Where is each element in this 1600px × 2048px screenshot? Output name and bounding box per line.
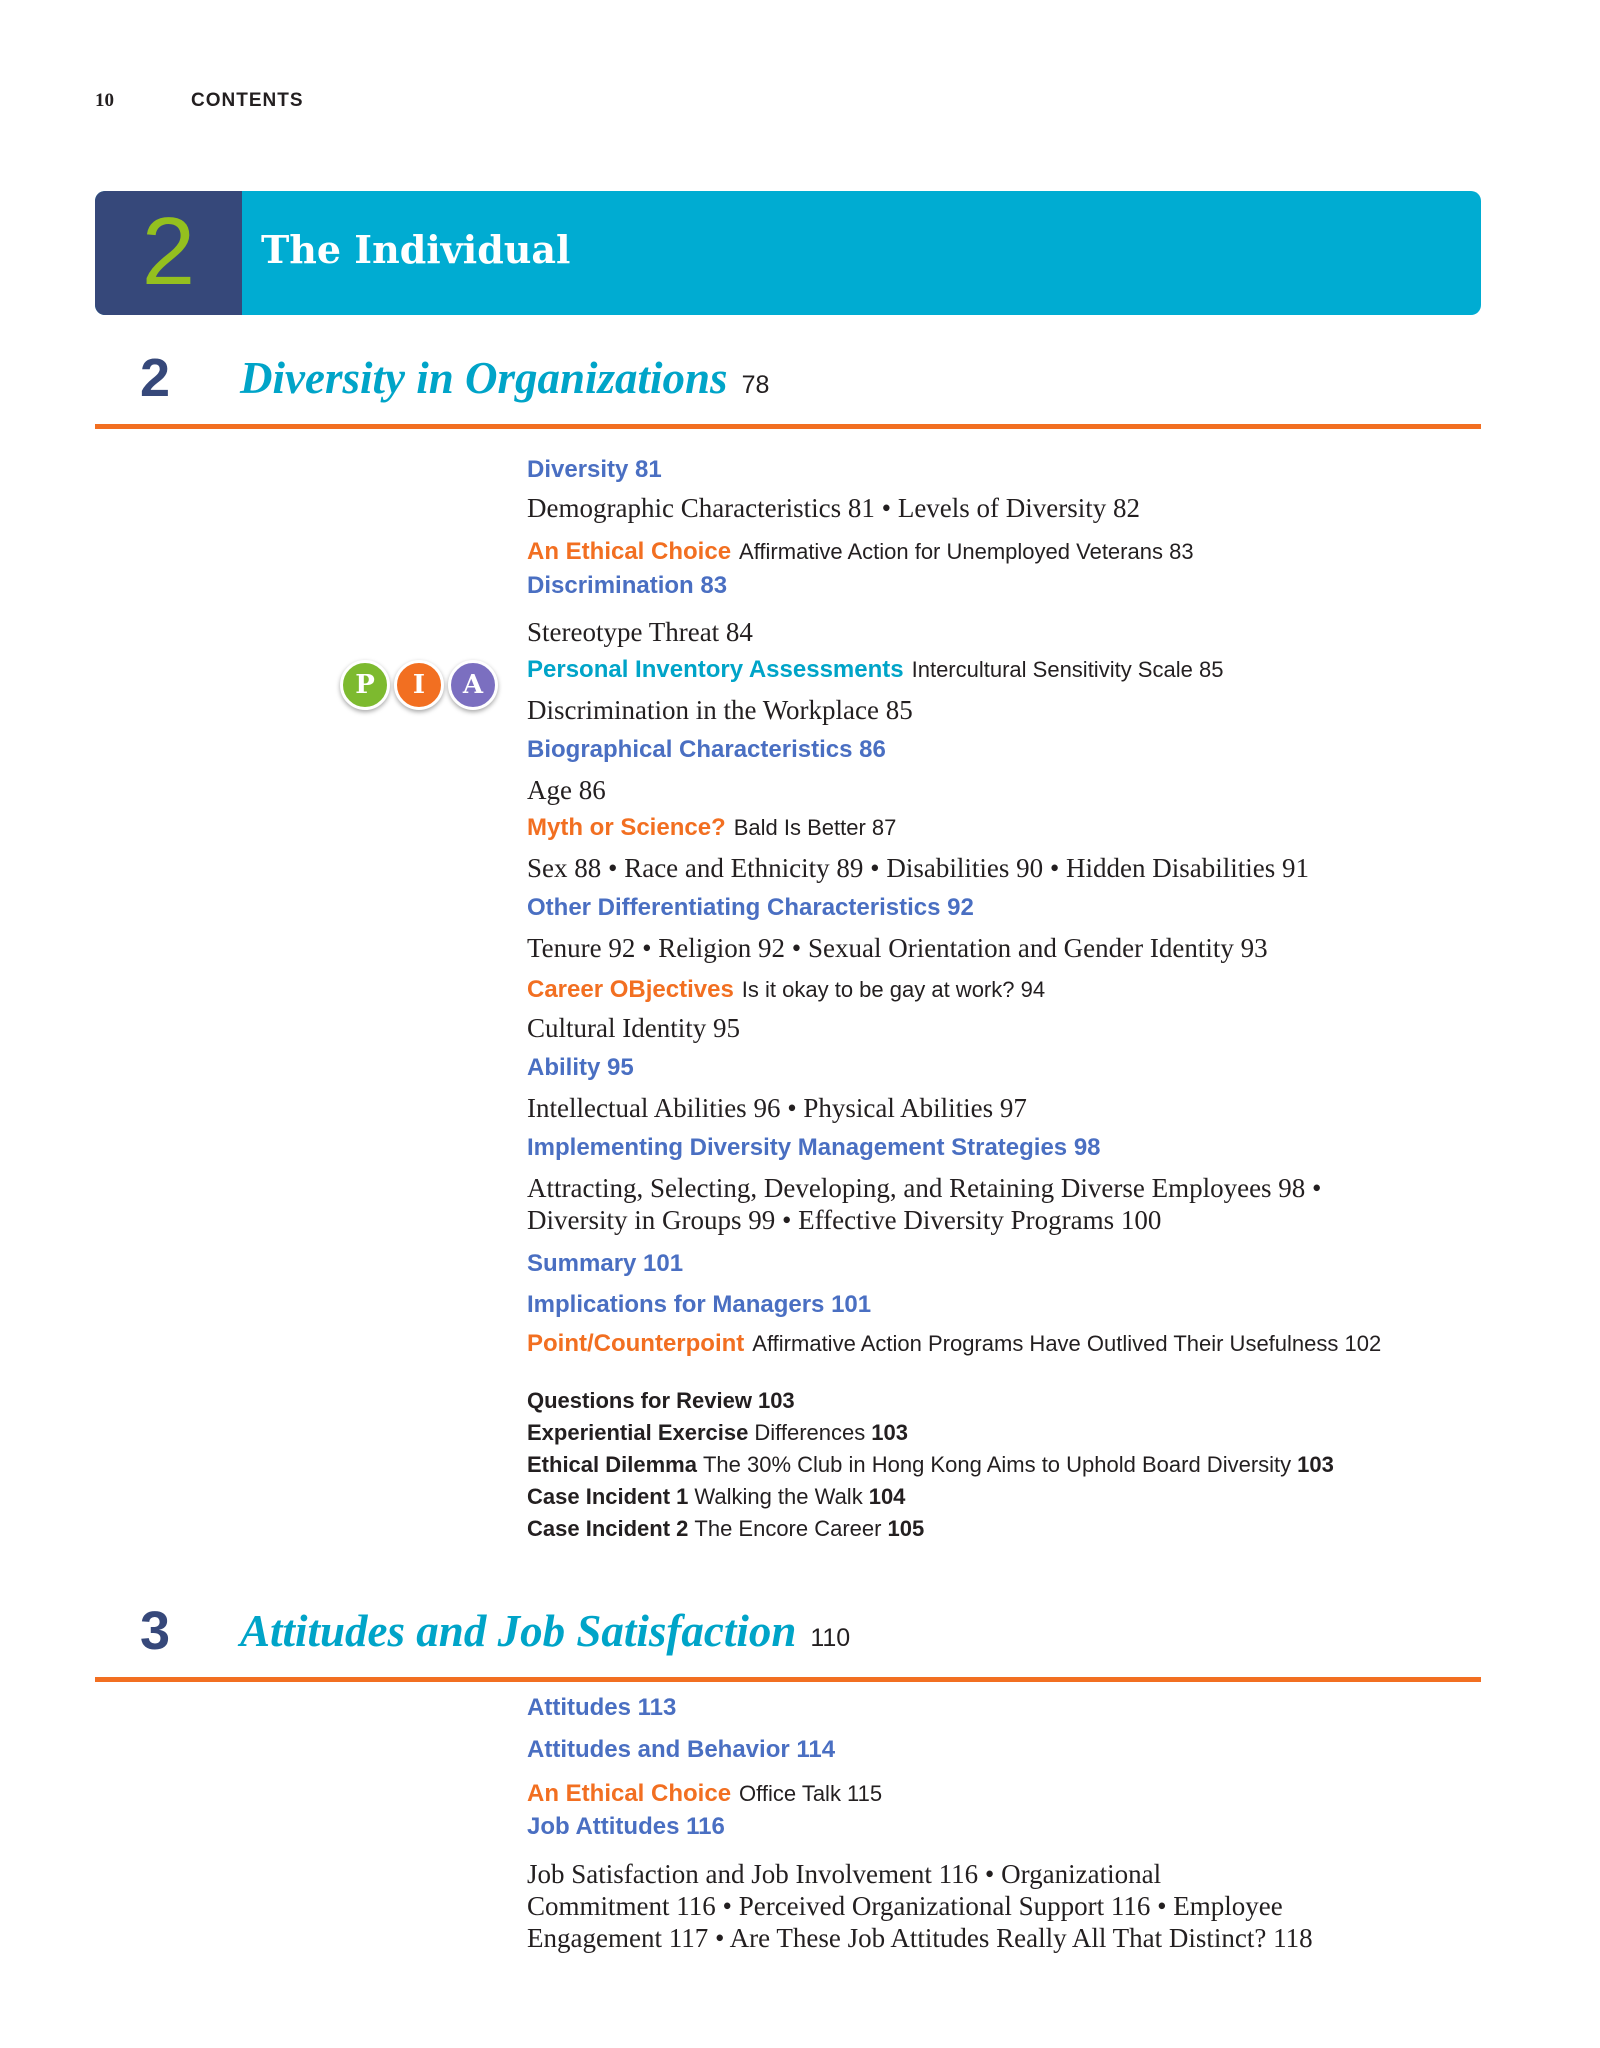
toc-heading[interactable]: Attitudes 113 [527, 1694, 677, 1721]
end-matter-item[interactable] [527, 1420, 908, 1446]
toc-subtopics[interactable]: Cultural Identity 95 [527, 1013, 740, 1043]
feature-label: An Ethical Choice [527, 1780, 732, 1807]
feature-label: Myth or Science? [527, 814, 726, 841]
chapter-number: 2 [140, 348, 171, 408]
toc-subtopics[interactable]: Engagement 117 • Are These Job Attitudes Really All That Distinct? 118 [527, 1923, 1313, 1953]
feature-text: Affirmative Action for Unemployed Veterans 83 [739, 539, 1194, 564]
toc-feature[interactable] [527, 1780, 882, 1808]
toc-heading[interactable]: Discrimination 83 [527, 572, 728, 599]
toc-feature[interactable] [527, 814, 896, 842]
pia-a-icon: A [448, 660, 498, 710]
chapter-page: 78 [741, 371, 770, 399]
pia-badge [340, 658, 505, 710]
feature-label: Career OBjectives [527, 976, 734, 1003]
part-banner [95, 191, 1481, 315]
running-head [95, 90, 304, 112]
end-matter-label: Experiential Exercise [527, 1420, 749, 1445]
running-head-title: CONTENTS [191, 90, 304, 111]
toc-heading[interactable]: Ability 95 [527, 1054, 634, 1081]
toc-subtopics[interactable]: Age 86 [527, 775, 606, 805]
toc-subtopics[interactable]: Tenure 92 • Religion 92 • Sexual Orientation and Gender Identity 93 [527, 933, 1268, 963]
toc-subtopics[interactable]: Stereotype Threat 84 [527, 617, 753, 647]
feature-label: Point/Counterpoint [527, 1330, 745, 1357]
end-matter-label: Ethical Dilemma [527, 1452, 697, 1477]
toc-subtopics[interactable]: Job Satisfaction and Job Involvement 116 • Organizational [527, 1859, 1162, 1889]
toc-subtopics[interactable]: Discrimination in the Workplace 85 [527, 695, 913, 725]
end-matter-page: 105 [887, 1516, 925, 1541]
end-matter-label: Case Incident 2 [527, 1516, 689, 1541]
toc-heading[interactable]: Implementing Diversity Management Strategies 98 [527, 1134, 1101, 1161]
page-number: 10 [95, 90, 114, 111]
feature-label: Personal Inventory Assessments [527, 656, 904, 683]
toc-subtopics[interactable]: Sex 88 • Race and Ethnicity 89 • Disabilities 90 • Hidden Disabilities 91 [527, 853, 1309, 883]
end-matter-label: Case Incident 1 [527, 1484, 689, 1509]
toc-heading[interactable]: Implications for Managers 101 [527, 1291, 872, 1318]
part-title: The Individual [261, 227, 571, 272]
toc-heading[interactable]: Job Attitudes 116 [527, 1813, 725, 1840]
feature-text: Affirmative Action Programs Have Outlived Their Usefulness 102 [752, 1331, 1382, 1356]
toc-feature[interactable] [527, 656, 1223, 684]
feature-label: An Ethical Choice [527, 538, 732, 565]
toc-heading[interactable]: Attitudes and Behavior 114 [527, 1736, 836, 1763]
part-number-box [95, 191, 242, 315]
part-number: 2 [141, 198, 196, 305]
chapter-rule [95, 1677, 1481, 1682]
chapter-title[interactable] [240, 346, 769, 417]
feature-text: Is it okay to be gay at work? 94 [741, 977, 1046, 1002]
end-matter-item[interactable] [527, 1484, 905, 1510]
chapter-title[interactable] [240, 1599, 850, 1670]
end-matter-page: 103 [1297, 1452, 1334, 1477]
end-matter-text: The 30% Club in Hong Kong Aims to Uphold Board Diversity [702, 1452, 1292, 1477]
end-matter-text: The Encore Career [694, 1516, 882, 1541]
end-matter-label: Questions for Review [527, 1388, 752, 1413]
chapter-title-text: Attitudes and Job Satisfaction [240, 1606, 797, 1656]
end-matter-page: 103 [757, 1388, 795, 1413]
toc-feature[interactable] [527, 1330, 1381, 1358]
pia-i-icon: I [394, 660, 444, 710]
toc-subtopics[interactable]: Commitment 116 • Perceived Organizational Support 116 • Employee [527, 1891, 1283, 1921]
end-matter-page: 103 [871, 1420, 908, 1445]
end-matter-text: Differences [754, 1420, 866, 1445]
chapter-title-text: Diversity in Organizations [240, 353, 728, 403]
toc-feature[interactable] [527, 538, 1194, 566]
chapter-number: 3 [140, 1601, 171, 1661]
toc-subtopics[interactable]: Intellectual Abilities 96 • Physical Abilities 97 [527, 1093, 1027, 1123]
toc-subtopics[interactable]: Demographic Characteristics 81 • Levels of Diversity 82 [527, 493, 1141, 523]
toc-feature[interactable] [527, 976, 1045, 1004]
feature-text: Intercultural Sensitivity Scale 85 [911, 657, 1224, 682]
end-matter-item[interactable] [527, 1516, 924, 1542]
toc-subtopics[interactable]: Attracting, Selecting, Developing, and Retaining Diverse Employees 98 • [527, 1173, 1322, 1203]
feature-text: Office Talk 115 [739, 1781, 883, 1806]
toc-heading[interactable]: Other Differentiating Characteristics 92 [527, 894, 974, 921]
end-matter-item[interactable] [527, 1388, 795, 1414]
chapter-page: 110 [810, 1624, 851, 1652]
pia-p-icon: P [340, 660, 390, 710]
end-matter-item[interactable] [527, 1452, 1334, 1478]
toc-subtopics[interactable]: Diversity in Groups 99 • Effective Diversity Programs 100 [527, 1205, 1162, 1235]
toc-heading[interactable]: Biographical Characteristics 86 [527, 736, 886, 763]
end-matter-page: 104 [868, 1484, 906, 1509]
toc-heading[interactable]: Summary 101 [527, 1250, 684, 1277]
chapter-rule [95, 424, 1481, 429]
toc-heading[interactable]: Diversity 81 [527, 456, 662, 483]
end-matter-text: Walking the Walk [694, 1484, 863, 1509]
feature-text: Bald Is Better 87 [733, 815, 897, 840]
